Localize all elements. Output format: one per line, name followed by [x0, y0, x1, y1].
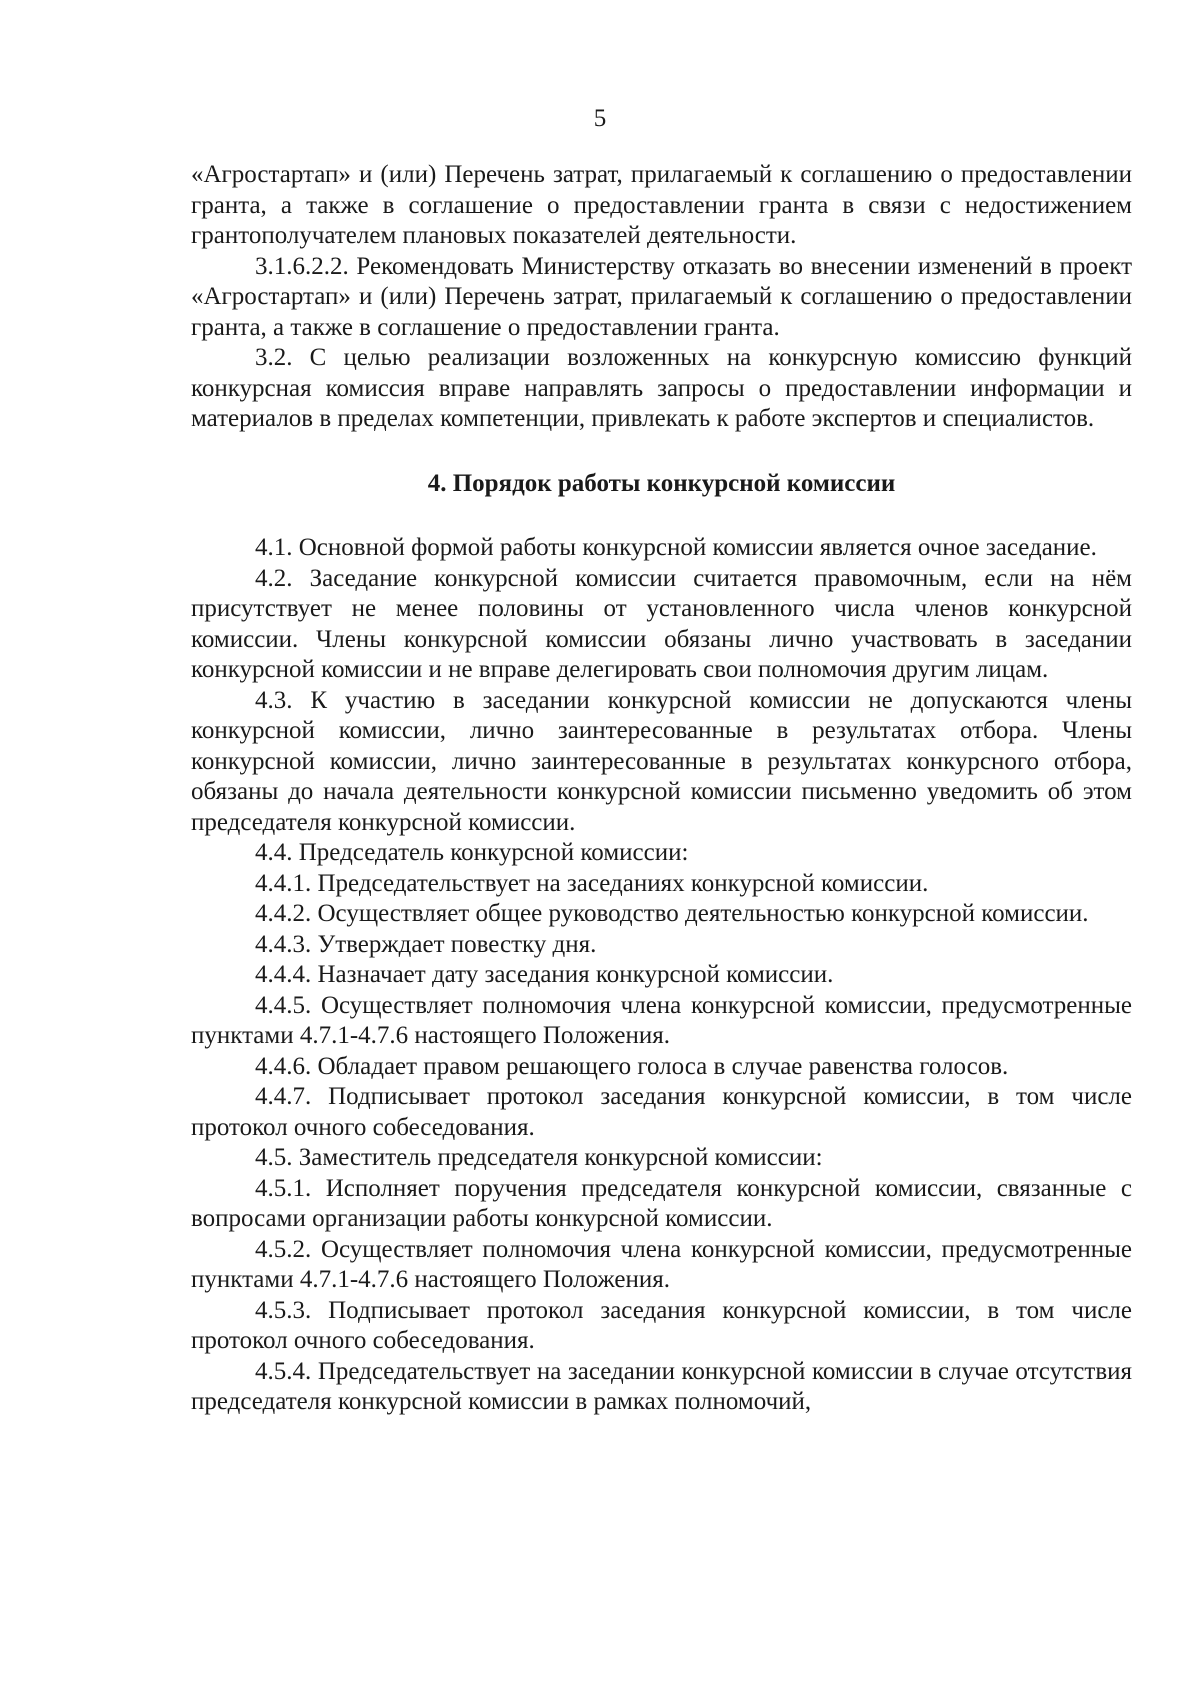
paragraph: 4.5.2. Осуществляет полномочия члена конкурсной комиссии, предусмотренные пунктами 4.7.1-4.7.6 настоящего Положения.	[191, 1235, 1132, 1293]
paragraphs-before-heading	[191, 160, 1132, 435]
page-number: 5	[593, 105, 607, 132]
paragraph: 4.2. Заседание конкурсной комиссии считается правомочным, если на нём присутствует не менее половины от установленного числа членов конкурсной комиссии. Члены конкурсной комиссии обязаны лично участвовать в заседании конкурсной комиссии и не вправе делегировать свои полномочия другим лицам.	[191, 564, 1132, 683]
paragraph: 4.4. Председатель конкурсной комиссии:	[255, 839, 689, 866]
paragraph: 4.5. Заместитель председателя конкурсной комиссии:	[255, 1144, 823, 1171]
paragraph: 3.1.6.2.2. Рекомендовать Министерству отказать во внесении изменений в проект «Агростартап» и (или) Перечень затрат, прилагаемый к соглашению о предоставлении гранта, а также в соглашение о предоставлении гранта.	[191, 252, 1132, 341]
paragraphs-after-heading	[191, 533, 1132, 1418]
paragraph: 4.4.2. Осуществляет общее руководство деятельностью конкурсной комиссии.	[255, 900, 1089, 927]
document-body	[191, 160, 1132, 1418]
paragraph: 4.4.5. Осуществляет полномочия члена конкурсной комиссии, предусмотренные пунктами 4.7.1-4.7.6 настоящего Положения.	[191, 991, 1132, 1049]
paragraph: 4.3. К участию в заседании конкурсной комиссии не допускаются члены конкурсной комиссии, лично заинтересованные в результатах отбора. Члены конкурсной комиссии, лично заинтересованные в результатах конкурсного отбора, обязаны до начала деятельности конкурсной комиссии письменно уведомить об этом председателя конкурсной комиссии.	[191, 686, 1132, 836]
paragraph: 4.4.3. Утверждает повестку дня.	[255, 930, 597, 958]
paragraph: 4.5.1. Исполняет поручения председателя конкурсной комиссии, связанные с вопросами организации работы конкурсной комиссии.	[191, 1174, 1132, 1232]
paragraph: 4.5.3. Подписывает протокол заседания конкурсной комиссии, в том числе протокол очного собеседования.	[191, 1296, 1132, 1354]
paragraph: 4.4.7. Подписывает протокол заседания конкурсной комиссии, в том числе протокол очного собеседования.	[191, 1083, 1132, 1141]
paragraph: 4.4.6. Обладает правом решающего голоса в случае равенства голосов.	[255, 1052, 1009, 1080]
paragraph: 4.5.4. Председательствует на заседании конкурсной комиссии в случае отсутствия председателя конкурсной комиссии в рамках полномочий,	[191, 1357, 1132, 1415]
section-heading: 4. Порядок работы конкурсной комиссии	[427, 469, 896, 497]
paragraph: 4.1. Основной формой работы конкурсной комиссии является очное заседание.	[255, 534, 1097, 561]
paragraph: 4.4.4. Назначает дату заседания конкурсной комиссии.	[255, 961, 834, 988]
paragraph: 3.2. С целью реализации возложенных на конкурсную комиссию функций конкурсная комиссия вправе направлять запросы о предоставлении информации и материалов в пределах компетенции, привлекать к работе экспертов и специалистов.	[191, 344, 1132, 432]
paragraph: «Агростартап» и (или) Перечень затрат, прилагаемый к соглашению о предоставлении гранта, а также в соглашение о предоставлении гранта в связи с недостижением грантополучателем плановых показателей деятельности.	[191, 161, 1132, 249]
paragraph: 4.4.1. Председательствует на заседаниях конкурсной комиссии.	[255, 869, 929, 897]
